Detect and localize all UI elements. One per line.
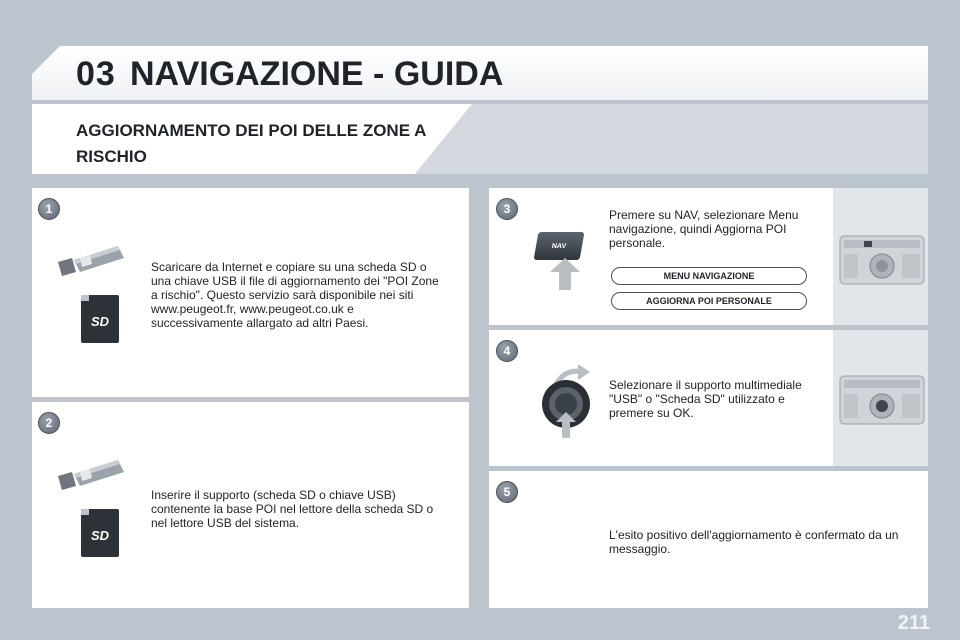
page-number: 211 — [897, 612, 930, 634]
step-1-badge: 1 — [38, 198, 60, 220]
sd-card-icon — [80, 508, 120, 558]
rotate-knob-icon — [538, 362, 598, 440]
step-5-text: L'esito positivo dell'aggiornamento è confermato da un messaggio. — [609, 528, 899, 556]
menu-navigazione-item: MENU NAVIGAZIONE — [611, 267, 807, 285]
step-2-badge: 2 — [38, 412, 60, 434]
press-arrow-icon — [550, 258, 580, 290]
radio-unit-icon — [838, 372, 926, 428]
nav-button-label: NAV — [551, 242, 567, 250]
usb-key-icon — [54, 238, 130, 280]
radio-unit-icon — [838, 232, 926, 288]
sd-card-icon — [80, 294, 120, 344]
svg-text:SD: SD — [90, 528, 110, 543]
chapter-number: 03 — [76, 55, 116, 93]
aggiorna-poi-item: AGGIORNA POI PERSONALE — [611, 292, 807, 310]
step-1-text: Scaricare da Internet e copiare su una scheda SD o una chiave USB il file di aggiornamento dei "POI Zone a rischio". Questo servizio sarà disponibile nei siti www.peugeot.fr, www.peugeot.co.uk e successivamente allargato ad altri Paesi. — [151, 260, 439, 330]
usb-key-icon — [54, 452, 130, 494]
step-5-badge: 5 — [496, 481, 518, 503]
svg-text:SD: SD — [90, 314, 110, 329]
step-3-badge: 3 — [496, 198, 518, 220]
step-3-text: Premere su NAV, selezionare Menu navigazione, quindi Aggiorna POI personale. — [609, 208, 799, 250]
nav-button — [534, 232, 585, 260]
step-4-badge: 4 — [496, 340, 518, 362]
section-title: AGGIORNAMENTO DEI POI DELLE ZONE A RISCHIO — [76, 121, 426, 166]
step-4-text: Selezionare il supporto multimediale "USB" o "Scheda SD" utilizzato e premere su OK. — [609, 378, 802, 420]
step-2-text: Inserire il supporto (scheda SD o chiave USB) contenente la base POI nel lettore della scheda SD o nel lettore USB del sistema. — [151, 488, 434, 530]
chapter-title: NAVIGAZIONE - GUIDA — [130, 55, 504, 93]
